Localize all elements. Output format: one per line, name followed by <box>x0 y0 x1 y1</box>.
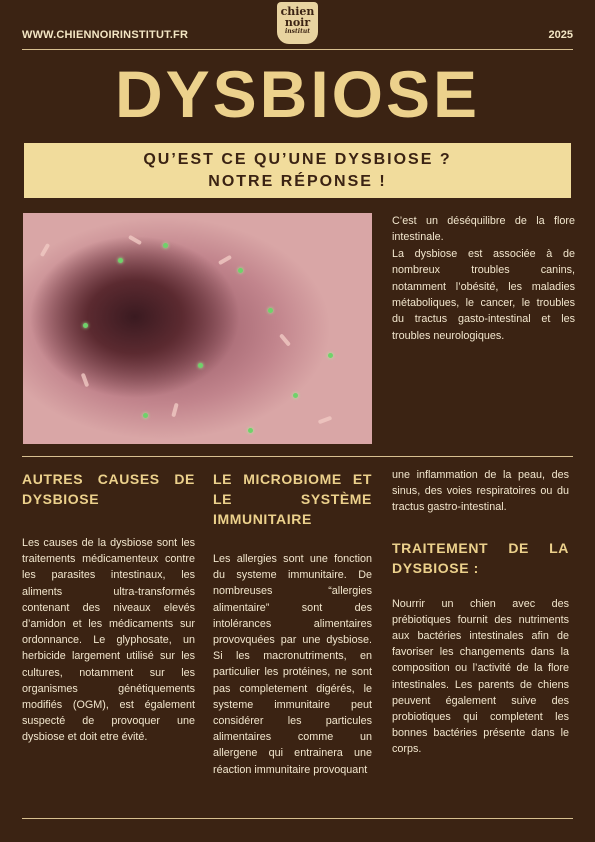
section-body-causes: Les causes de la dysbiose sont les traitements médicamenteux contre les parasites intestinaux, les aliments ultra-transformés contenant des niveaux elevés d’amidon et les médicaments sur ordonnance. Le glyphosate, un herbicide largement utilisé sur les cultures, notamment sur les organismes génétiquements modifiés (OGM), est également suspecté de provoquer une dysbiose et doit etre évité. <box>22 537 195 744</box>
section-heading-causes: AUTRES CAUSES DE DYSBIOSE <box>22 471 195 507</box>
section-heading-treatment: TRAITEMENT DE LA DYSBIOSE : <box>392 539 569 576</box>
question-banner <box>24 143 571 198</box>
banner-line-1: QU’EST CE QU’UNE DYSBIOSE ? <box>143 151 452 168</box>
footer-divider <box>22 818 573 819</box>
intestinal-villi-image <box>23 213 372 444</box>
logo-text-2: noir <box>284 16 311 29</box>
section-heading-microbiome: LE MICROBIOME ET LE SYSTÈME IMMUNITAIRE <box>213 471 372 527</box>
intro-text <box>392 213 575 344</box>
section-divider <box>22 456 573 457</box>
page-title: DYSBIOSE <box>114 57 481 131</box>
column-treatment <box>392 467 569 758</box>
header-divider <box>22 49 573 50</box>
column-microbiome <box>213 469 372 778</box>
section-body-microbiome: Les allergies sont une fonction du systeme immunitaire. De nombreuses “allergies alimentaire” sont des intolérances alimentaires provovquées par une dysbiose. Si les macronutriments, en particulier les protéines, ne sont pas completement digérés, le systeme immunitaire peut considérer les particules alimentaires comme un allergene qui entrainera une réaction immunitaire provoquant <box>213 553 372 776</box>
logo-text-1: chien <box>280 5 315 18</box>
section-body-treatment: Nourrir un chien avec des prébiotiques fournit des nutriments aux bactéries intestinales afin de favoriser les changements dans la composition ou l’activité de la flore intestinales. Les parents de chiens peuvent également suive des probiotiques qui completent les bonnes bactéries présente dans le corps. <box>392 597 569 756</box>
chien-noir-institut-logo <box>277 2 318 44</box>
logo-text-3: institut <box>285 28 310 35</box>
banner-line-2: NOTRE RÉPONSE ! <box>208 173 387 190</box>
intro-paragraph-2: La dysbiose est associée à de nombreux troubles canins, notamment l’obésité, les maladies métaboliques, le cancer, le troubles du tractus gasto-intestinal et les troubles neurologiques. <box>392 247 575 342</box>
intro-paragraph-1: C’est un déséquilibre de la flore intestinale. <box>392 215 575 244</box>
column-causes <box>22 469 195 746</box>
continued-text: une inflammation de la peau, des sinus, des voies respiratoires ou du tractus gastro-intestinal. <box>392 469 569 514</box>
website-url[interactable]: WWW.CHIENNOIRINSTITUT.FR <box>22 29 189 41</box>
year-label: 2025 <box>548 29 573 41</box>
